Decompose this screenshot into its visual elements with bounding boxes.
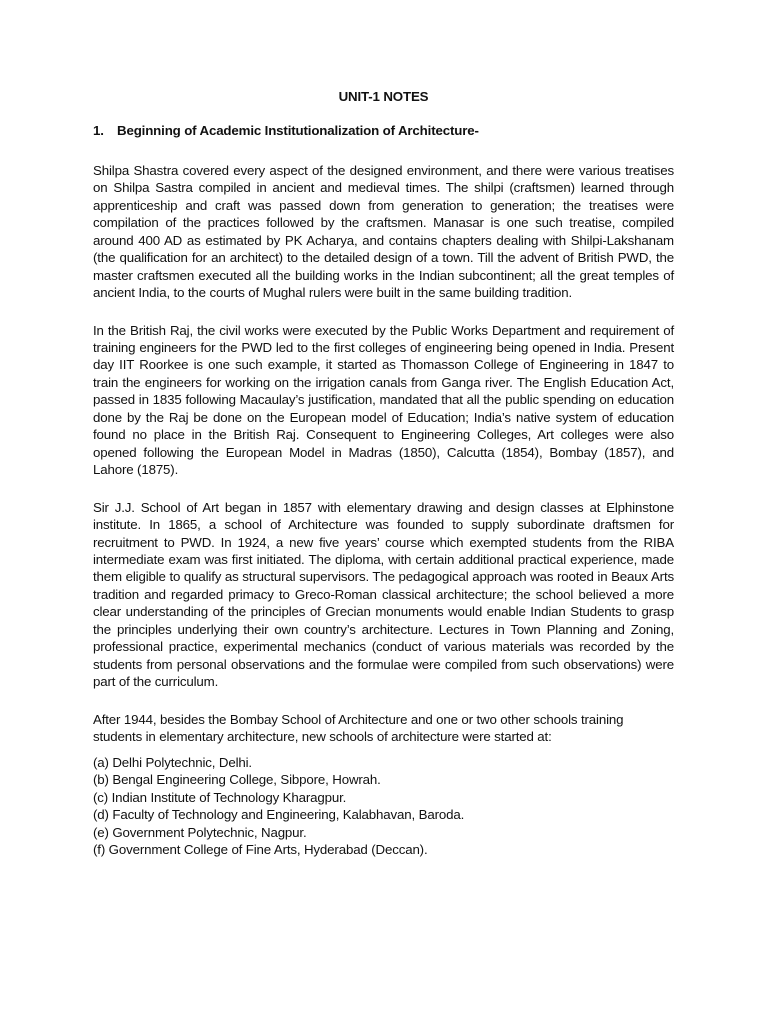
paragraph: Sir J.J. School of Art began in 1857 with elementary drawing and design classes at Elphinstone institute. In 1865, a school of Architecture was founded to supply subordinate draftsmen for recruitment to PWD. In 1924, a new five years’ course which exempted students from the RIBA intermediate exam was first initiated. The diploma, with certain additional practical experience, made them eligible to qualify as structural supervisors. The pedagogical approach was rooted in Beaux Arts tradition and regarded primacy to Greco-Roman classical architecture; the school believed a more clear understanding of the principles of Grecian monuments would enable Indian Students to grasp the principles underlying their own country’s architecture. Lectures in Town Planning and Zoning, professional practice, experimental mechanics (conduct of various materials was recorded by the students from personal observations and the formulae were compiled from such observations) were part of the curriculum. [93, 499, 674, 690]
document-title: UNIT-1 NOTES [338, 89, 429, 104]
list-item: (d) Faculty of Technology and Engineering, Kalabhavan, Baroda. [93, 807, 465, 823]
paragraph: In the British Raj, the civil works were executed by the Public Works Department and requirement of training engineers for the PWD led to the first colleges of engineering being opened in India. Present day IIT Roorkee is one such example, it started as Thomasson College of Engineering in 1847 to train the engineers for working on the irrigation canals from Ganga river. The English Education Act, passed in 1835 following Macaulay’s justification, mandated that all the public spending on education done by the Raj be done on the European model of Education; India’s native system of education found no place in the British Raj. Consequent to Engineering Colleges, Art colleges were also opened following the European Model in Madras (1850), Calcutta (1854), Bombay (1857), and Lahore (1875). [93, 322, 674, 478]
list-item: (c) Indian Institute of Technology Kharagpur. [93, 789, 347, 805]
document-page [93, 88, 674, 859]
list-item: (b) Bengal Engineering College, Sibpore, Howrah. [93, 772, 381, 788]
paragraph: Shilpa Shastra covered every aspect of the designed environment, and there were various treatises on Shilpa Sastra compiled in ancient and medieval times. The shilpi (craftsmen) learned through apprenticeship and craft was passed down from generation to generation; the treatises were compilation of the practices followed by the craftsmen. Manasar is one such treatise, compiled around 400 AD as estimated by PK Acharya, and contains chapters dealing with Shilpi-Lakshanam (the qualification for an architect) to the detailed design of a town. Till the advent of British PWD, the master craftsmen executed all the building works in the Indian subcontinent; all the great temples of ancient India, to the courts of Mughal rulers were built in the same building tradition. [93, 162, 674, 301]
list-item: (e) Government Polytechnic, Nagpur. [93, 824, 307, 840]
list-item: (a) Delhi Polytechnic, Delhi. [93, 754, 252, 770]
section-number: 1. [93, 123, 104, 139]
schools-list [93, 754, 674, 860]
list-item: (f) Government College of Fine Arts, Hyderabad (Deccan). [93, 842, 428, 858]
section-heading-text: Beginning of Academic Institutionalization of Architecture- [117, 123, 479, 139]
list-intro: After 1944, besides the Bombay School of Architecture and one or two other schools training students in elementary architecture, new schools of architecture were started at: [93, 711, 624, 745]
section-heading [93, 122, 674, 139]
